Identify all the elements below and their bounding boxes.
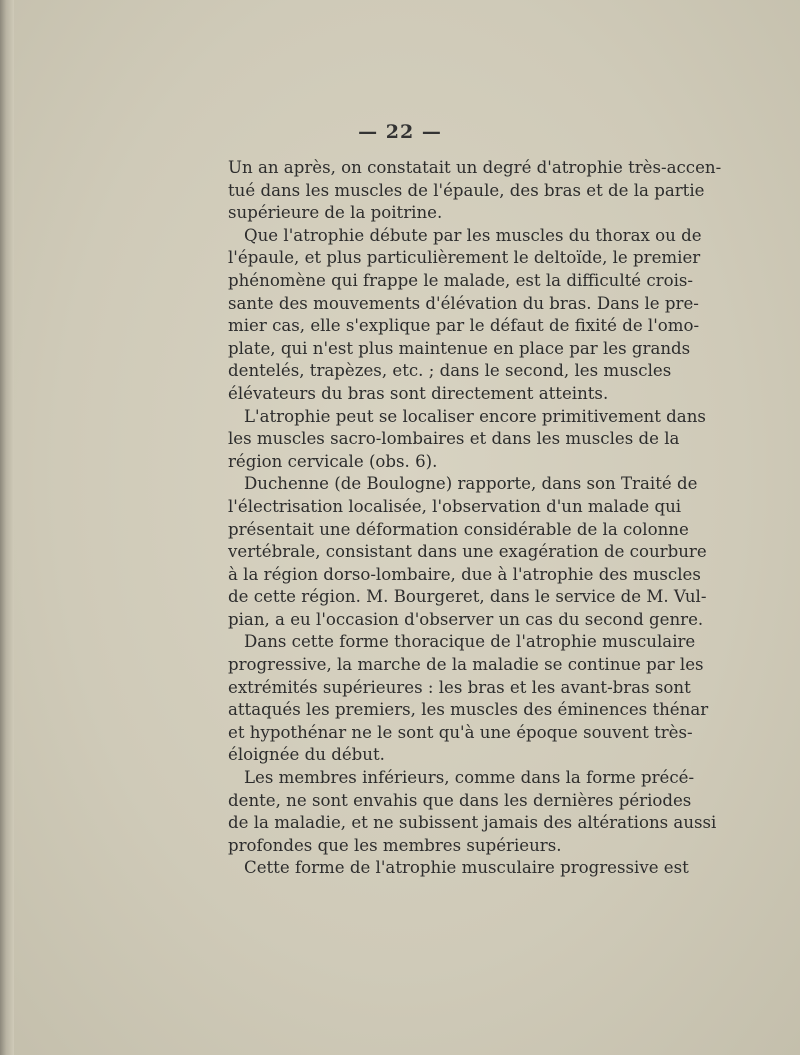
- text-line: tué dans les muscles de l'épaule, des bras et de la partie: [228, 180, 705, 200]
- text-line: Cette forme de l'atrophie musculaire progressive est: [244, 858, 689, 878]
- text-line: Dans cette forme thoracique de l'atrophie musculaire: [244, 632, 696, 652]
- text-line: attaqués les premiers, les muscles des éminences thénar: [228, 700, 709, 720]
- text-line: et hypothénar ne le sont qu'à une époque souvent très-: [228, 722, 693, 742]
- text-line: Les membres inférieurs, comme dans la forme précé-: [244, 768, 695, 788]
- text-line: à la région dorso-lombaire, due à l'atrophie des muscles: [228, 564, 701, 584]
- text-line: profondes que les membres supérieurs.: [228, 835, 562, 855]
- binding-edge: [0, 0, 14, 1055]
- text-line: les muscles sacro-lombaires et dans les muscles de la: [228, 429, 680, 449]
- body-text: [228, 157, 722, 880]
- text-line: extrémités supérieures : les bras et les avant-bras sont: [228, 677, 691, 697]
- text-line: progressive, la marche de la maladie se continue par les: [228, 655, 704, 675]
- text-line: l'électrisation localisée, l'observation d'un malade qui: [228, 496, 682, 516]
- text-line: supérieure de la poitrine.: [228, 203, 443, 223]
- text-line: dentelés, trapèzes, etc. ; dans le second, les muscles: [228, 361, 672, 381]
- page-number: — 22 —: [358, 121, 442, 143]
- text-line: Que l'atrophie débute par les muscles du thorax ou de: [244, 225, 702, 245]
- text-line: phénomène qui frappe le malade, est la difficulté crois-: [228, 270, 694, 290]
- text-line: l'épaule, et plus particulièrement le deltoïde, le premier: [228, 248, 701, 268]
- text-line: présentait une déformation considérable de la colonne: [228, 519, 689, 539]
- text-line: mier cas, elle s'explique par le défaut de fixité de l'omo-: [228, 316, 700, 336]
- text-line: L'atrophie peut se localiser encore primitivement dans: [244, 406, 706, 426]
- text-line: Duchenne (de Boulogne) rapporte, dans son Traité de: [244, 474, 698, 494]
- text-line: de cette région. M. Bourgeret, dans le service de M. Vul-: [228, 587, 707, 607]
- text-line: pian, a eu l'occasion d'observer un cas du second genre.: [228, 609, 704, 629]
- text-line: élévateurs du bras sont directement atteints.: [228, 383, 609, 403]
- text-line: sante des mouvements d'élévation du bras. Dans le pre-: [228, 293, 699, 313]
- text-line: dente, ne sont envahis que dans les dernières périodes: [228, 790, 692, 810]
- text-line: vertébrale, consistant dans une exagération de courbure: [228, 542, 707, 562]
- text-line: de la maladie, et ne subissent jamais des altérations aussi: [228, 813, 717, 833]
- text-line: région cervicale (obs. 6).: [228, 451, 438, 471]
- text-line: éloignée du début.: [228, 745, 385, 765]
- text-line: plate, qui n'est plus maintenue en place par les grands: [228, 338, 691, 358]
- text-line: Un an après, on constatait un degré d'atrophie très-accen-: [228, 158, 722, 177]
